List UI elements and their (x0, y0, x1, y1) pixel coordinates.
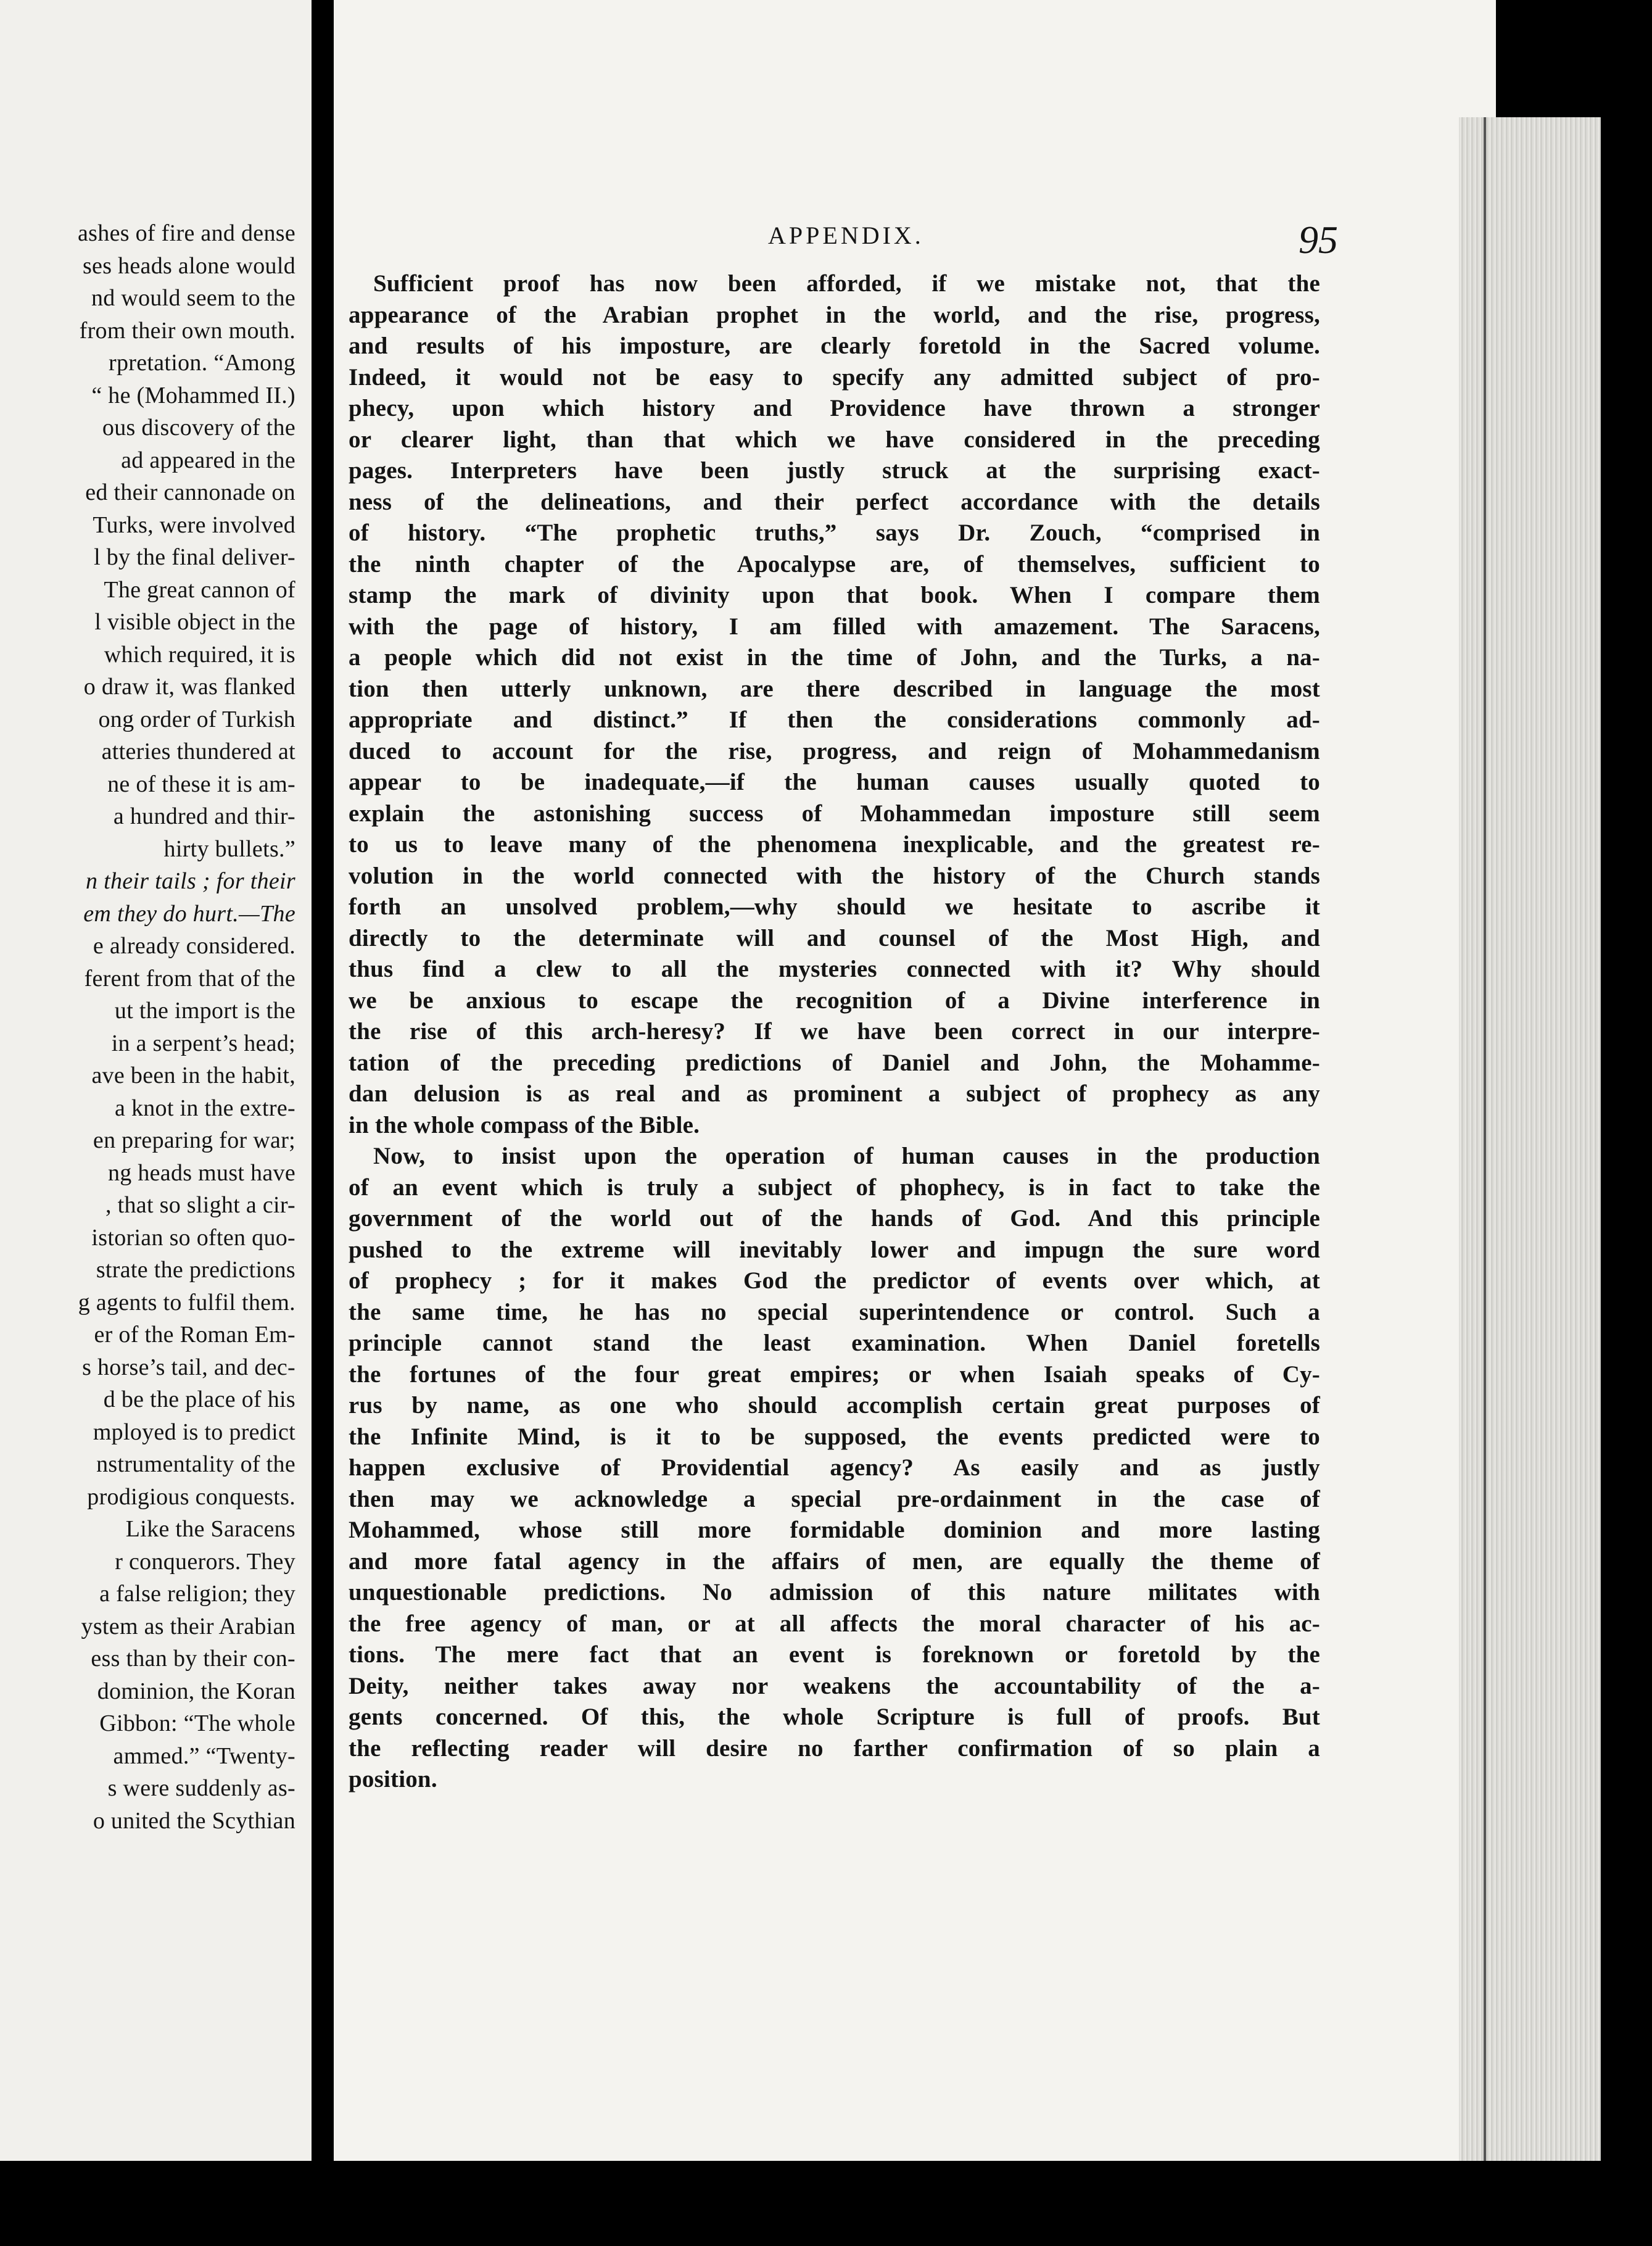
text-line: unquestionable predictions. No admission of this nature militates with (349, 1579, 1320, 1606)
text-line: with the page of history, I am filled with amazement. The Saracens, (349, 613, 1320, 640)
text-line: position. (349, 1766, 437, 1792)
text-line: rpretation. “Among (109, 350, 295, 376)
text-line: which required, it is (104, 641, 295, 668)
text-line: ses heads alone would (82, 252, 295, 279)
text-line: ammed.” “Twenty- (113, 1743, 295, 1769)
text-line: of an event which is truly a subject of phophecy, is in fact to take the (349, 1174, 1320, 1201)
text-line: to us to leave many of the phenomena inexplicable, and the greatest re- (349, 831, 1320, 858)
text-line: , that so slight a cir- (105, 1192, 295, 1218)
text-line: gents concerned. Of this, the whole Scripture is full of proofs. But (349, 1704, 1320, 1730)
text-line: and more fatal agency in the affairs of men, are equally the theme of (349, 1548, 1320, 1575)
text-line: nstrumentality of the (96, 1451, 295, 1477)
text-line: tion then utterly unknown, are there described in language the most (349, 675, 1320, 702)
text-line: ong order of Turkish (98, 706, 295, 732)
text-line: in the whole compass of the Bible. (349, 1111, 700, 1138)
text-line: ave been in the habit, (91, 1063, 295, 1088)
previous-page-text (0, 217, 295, 1837)
previous-page-fragment (0, 0, 312, 2161)
text-line: pages. Interpreters have been justly struck at the surprising exact- (349, 457, 1320, 484)
text-line: ad appeared in the (121, 447, 295, 473)
text-line: s horse’s tail, and dec- (82, 1354, 295, 1380)
text-line: o draw it, was flanked (83, 674, 295, 700)
text-line: the same time, he has no special superintendence or control. Such a (349, 1298, 1320, 1325)
text-line: “ he (Mohammed II.) (91, 382, 295, 408)
text-line: ferent from that of the (84, 965, 295, 992)
text-line: Now, to insist upon the operation of human causes in the production (373, 1143, 1320, 1169)
text-line: directly to the determinate will and counsel of the Most High, and (349, 924, 1320, 951)
text-line: appropriate and distinct.” If then the considerations commonly ad- (349, 707, 1320, 733)
text-line: en preparing for war; (93, 1127, 295, 1153)
text-line: forth an unsolved problem,—why should we hesitate to ascribe it (349, 893, 1320, 920)
text-line: The great cannon of (104, 576, 295, 603)
text-line: or clearer light, than that which we have considered in the preceding (349, 426, 1320, 453)
page-edge-shadow (1484, 117, 1486, 2161)
text-line: the free agency of man, or at all affects the moral character of his ac- (349, 1610, 1320, 1637)
text-line: happen exclusive of Providential agency? As easily and as justly (349, 1454, 1320, 1481)
text-line: government of the world out of the hands of God. And this principle (349, 1205, 1320, 1232)
text-line: the Infinite Mind, is it to be supposed, the events predicted were to (349, 1423, 1320, 1450)
text-line: appearance of the Arabian prophet in the world, and the rise, progress, (349, 301, 1320, 328)
text-line: tation of the preceding predictions of Daniel and John, the Mohamme- (349, 1049, 1320, 1076)
text-line: the rise of this arch-heresy? If we have been correct in our interpre- (349, 1018, 1320, 1045)
text-line: and results of his imposture, are clearly foretold in the Sacred volume. (349, 333, 1320, 359)
text-line: in a serpent’s head; (111, 1030, 295, 1056)
text-line: ystem as their Arabian (81, 1613, 295, 1639)
book-gutter (312, 0, 334, 2161)
text-line: ut the import is the (114, 998, 295, 1024)
text-line: rus by name, as one who should accomplish certain great purposes of (349, 1392, 1320, 1419)
text-line: Sufficient proof has now been afforded, if we mistake not, that the (373, 270, 1320, 297)
text-line: mployed is to predict (93, 1419, 295, 1445)
text-line: Indeed, it would not be easy to specify any admitted subject of pro- (349, 363, 1320, 391)
text-line: pushed to the extreme will inevitably lower and impugn the sure word (349, 1236, 1320, 1263)
running-header: APPENDIX. (768, 222, 924, 249)
page-number: 95 (1299, 218, 1338, 262)
text-line: duced to account for the rise, progress, and reign of Mohammedanism (349, 737, 1320, 765)
text-line: strate the predictions (96, 1257, 295, 1283)
text-line: ne of these it is am- (107, 771, 295, 797)
text-line: a false religion; they (99, 1581, 295, 1607)
text-line: a knot in the extre- (114, 1095, 295, 1121)
text-line: er of the Roman Em- (94, 1322, 295, 1348)
text-line: volution in the world connected with the history of the Church stands (349, 862, 1320, 889)
text-line: ng heads must have (107, 1159, 295, 1186)
text-line: tions. The mere fact that an event is foreknown or foretold by the (349, 1641, 1320, 1668)
text-line: istorian so often quo- (91, 1224, 295, 1251)
text-line: of prophecy ; for it makes God the predictor of events over which, at (349, 1267, 1320, 1294)
text-line: Gibbon: “The whole (99, 1710, 295, 1736)
page-body-text (349, 268, 1320, 1796)
text-line: em they do hurt.—The (83, 900, 295, 927)
text-line: phecy, upon which history and Providence have thrown a stronger (349, 395, 1320, 421)
text-line: hirty bullets.” (163, 835, 295, 862)
text-line: Deity, neither takes away nor weakens the accountability of the a- (349, 1672, 1320, 1699)
text-line: explain the astonishing success of Mohammedan imposture still seem (349, 800, 1320, 827)
text-line: ed their cannonade on (85, 479, 295, 505)
text-line: d be the place of his (103, 1386, 295, 1412)
text-line: ness of the delineations, and their perfect accordance with the details (349, 488, 1320, 515)
text-line: Mohammed, whose still more formidable dominion and more lasting (349, 1517, 1320, 1543)
text-line: of history. “The prophetic truths,” says Dr. Zouch, “comprised in (349, 520, 1320, 546)
text-line: s were suddenly as- (107, 1775, 295, 1801)
text-line: Like the Saracens (125, 1516, 295, 1542)
text-line: g agents to fulfil them. (78, 1289, 295, 1316)
text-line: l by the final deliver- (94, 544, 295, 570)
text-line: l visible object in the (94, 609, 295, 635)
text-line: Turks, were involved (93, 512, 295, 538)
text-line: dominion, the Koran (97, 1678, 295, 1704)
text-line: we be anxious to escape the recognition of a Divine interference in (349, 987, 1320, 1014)
text-line: the reflecting reader will desire no farther confirmation of so plain a (349, 1734, 1320, 1762)
text-line: the ninth chapter of the Apocalypse are, of themselves, sufficient to (349, 550, 1320, 578)
text-line: from their own mouth. (79, 317, 295, 344)
text-line: e already considered. (93, 933, 295, 959)
text-line: thus find a clew to all the mysteries connected with it? Why should (349, 956, 1320, 982)
text-line: prodigious conquests. (87, 1483, 295, 1510)
text-line: ashes of fire and dense (78, 220, 295, 246)
text-line: ess than by their con- (91, 1646, 295, 1672)
text-line: ous discovery of the (102, 415, 295, 441)
page-edges (1459, 117, 1601, 2161)
text-line: dan delusion is as real and as prominent a subject of prophecy as any (349, 1080, 1320, 1107)
text-line: n their tails ; for their (86, 868, 295, 894)
text-line: principle cannot stand the least examination. When Daniel foretells (349, 1330, 1320, 1356)
text-line: atteries thundered at (101, 739, 295, 765)
text-line: nd would seem to the (91, 285, 295, 311)
text-line: r conquerors. They (115, 1548, 295, 1575)
text-line: then may we acknowledge a special pre-ordainment in the case of (349, 1485, 1320, 1512)
text-line: stamp the mark of divinity upon that book. When I compare them (349, 582, 1320, 608)
text-line: appear to be inadequate,—if the human causes usually quoted to (349, 769, 1320, 795)
text-line: a people which did not exist in the time of John, and the Turks, a na- (349, 644, 1320, 671)
text-line: a hundred and thir- (113, 803, 295, 829)
text-line: the fortunes of the four great empires; or when Isaiah speaks of Cy- (349, 1361, 1320, 1388)
text-line: o united the Scythian (93, 1807, 295, 1834)
